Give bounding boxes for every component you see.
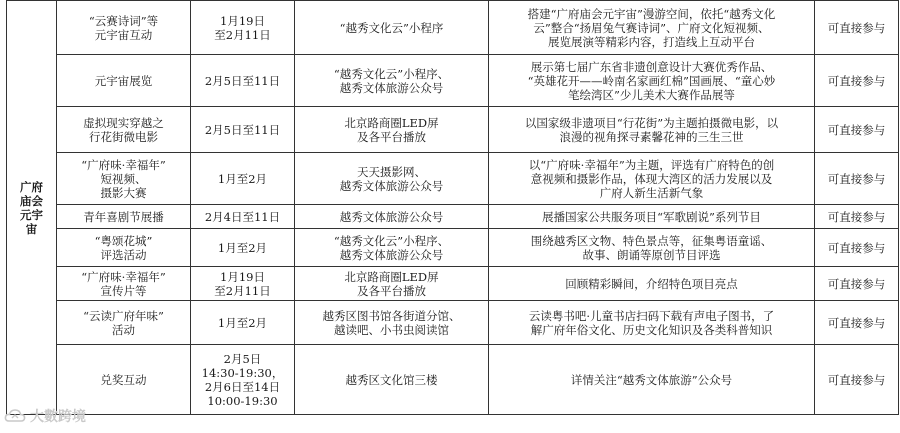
activity-content: 以国家级非遗项目“行花街”为主题拍摄微电影，以 浪漫的视角探寻素馨花神的三生三世 (489, 107, 815, 153)
activity-content: 详情关注“越秀文体旅游”公众号 (489, 345, 815, 415)
activity-content: 展播国家公共服务项目“军歌剧说”系列节目 (489, 205, 815, 229)
cloud-logo-icon (4, 407, 26, 425)
activity-name: “云读广府年味” 活动 (57, 301, 191, 345)
activity-content: 围绕越秀区文物、特色景点等，征集粤语童谣、 故事、朗诵等原创节目评选 (489, 229, 815, 267)
activity-mode: 可直接参与 (815, 267, 899, 301)
activity-mode: 可直接参与 (815, 55, 899, 107)
activity-content: 以“广府味·幸福年”为主题，评选有广府特色的创 意视频和摄影作品，体现大湾区的活力发展以及 广府人新生活新气象 (489, 153, 815, 205)
activity-platform: “越秀文化云”小程序 (295, 1, 489, 55)
activity-name: 虚拟现实穿越之 行花街微电影 (57, 107, 191, 153)
table-row (7, 267, 899, 301)
activity-name: 青年喜剧节展播 (57, 205, 191, 229)
activity-date: 1月至2月 (191, 301, 295, 345)
activity-mode: 可直接参与 (815, 1, 899, 55)
activity-name: “广府味·幸福年” 宣传片等 (57, 267, 191, 301)
table-row (7, 55, 899, 107)
activity-content: 云读粤书吧·儿童书店扫码下载有声电子图书，了 解广府年俗文化、历史文化知识及各类科普知识 (489, 301, 815, 345)
activity-platform: 越秀区文化馆三楼 (295, 345, 489, 415)
activity-platform: 越秀文体旅游公众号 (295, 205, 489, 229)
table-row (7, 345, 899, 415)
watermark-text: 大數跨境 (30, 409, 86, 425)
activity-platform: “越秀文化云”小程序、 越秀文体旅游公众号 (295, 229, 489, 267)
table-row (7, 301, 899, 345)
table-row (7, 107, 899, 153)
activity-table (6, 0, 899, 415)
activity-platform: 越秀区图书馆各街道分馆、 越读吧、小书虫阅读馆 (295, 301, 489, 345)
activity-date: 1月19日 至2月11日 (191, 1, 295, 55)
activity-mode: 可直接参与 (815, 229, 899, 267)
category-cell: 广府 庙会 元宇 宙 (7, 1, 57, 415)
table-row (7, 1, 899, 55)
activity-mode: 可直接参与 (815, 205, 899, 229)
activity-mode: 可直接参与 (815, 345, 899, 415)
activity-name: 兑奖互动 (57, 345, 191, 415)
activity-date: 1月至2月 (191, 229, 295, 267)
activity-name: 元宇宙展览 (57, 55, 191, 107)
activity-name: “粤颂花城” 评选活动 (57, 229, 191, 267)
activity-date: 2月5日至11日 (191, 55, 295, 107)
activity-content: 展示第七届广东省非遗创意设计大赛优秀作品、 “英雄花开——岭南名家画红棉”国画展、“童心妙 笔绘湾区”少儿美术大赛作品展等 (489, 55, 815, 107)
activity-date: 2月4日至11日 (191, 205, 295, 229)
activity-platform: 北京路商圈LED屏 及各平台播放 (295, 107, 489, 153)
activity-date: 2月5日 14:30-19:30， 2月6日至14日 10:00-19:30 (191, 345, 295, 415)
activity-content: 回顾精彩瞬间，介绍特色项目亮点 (489, 267, 815, 301)
watermark (4, 406, 86, 426)
table-row (7, 229, 899, 267)
activity-mode: 可直接参与 (815, 107, 899, 153)
activity-date: 1月至2月 (191, 153, 295, 205)
table-row (7, 153, 899, 205)
activity-name: “云赛诗词”等 元宇宙互动 (57, 1, 191, 55)
activity-content: 搭建“广府庙会元宇宙”漫游空间，依托“越秀文化 云”整合“扬眉兔气赛诗词”、广府文化短视频、 展览展演等精彩内容，打造线上互动平台 (489, 1, 815, 55)
activity-platform: 天天摄影网、 越秀文体旅游公众号 (295, 153, 489, 205)
activity-platform: “越秀文化云”小程序、 越秀文体旅游公众号 (295, 55, 489, 107)
activity-mode: 可直接参与 (815, 153, 899, 205)
table-row (7, 205, 899, 229)
activity-date: 2月5日至11日 (191, 107, 295, 153)
activity-date: 1月19日 至2月11日 (191, 267, 295, 301)
activity-mode: 可直接参与 (815, 301, 899, 345)
activity-name: “广府味·幸福年” 短视频、 摄影大赛 (57, 153, 191, 205)
activity-platform: 北京路商圈LED屏 及各平台播放 (295, 267, 489, 301)
